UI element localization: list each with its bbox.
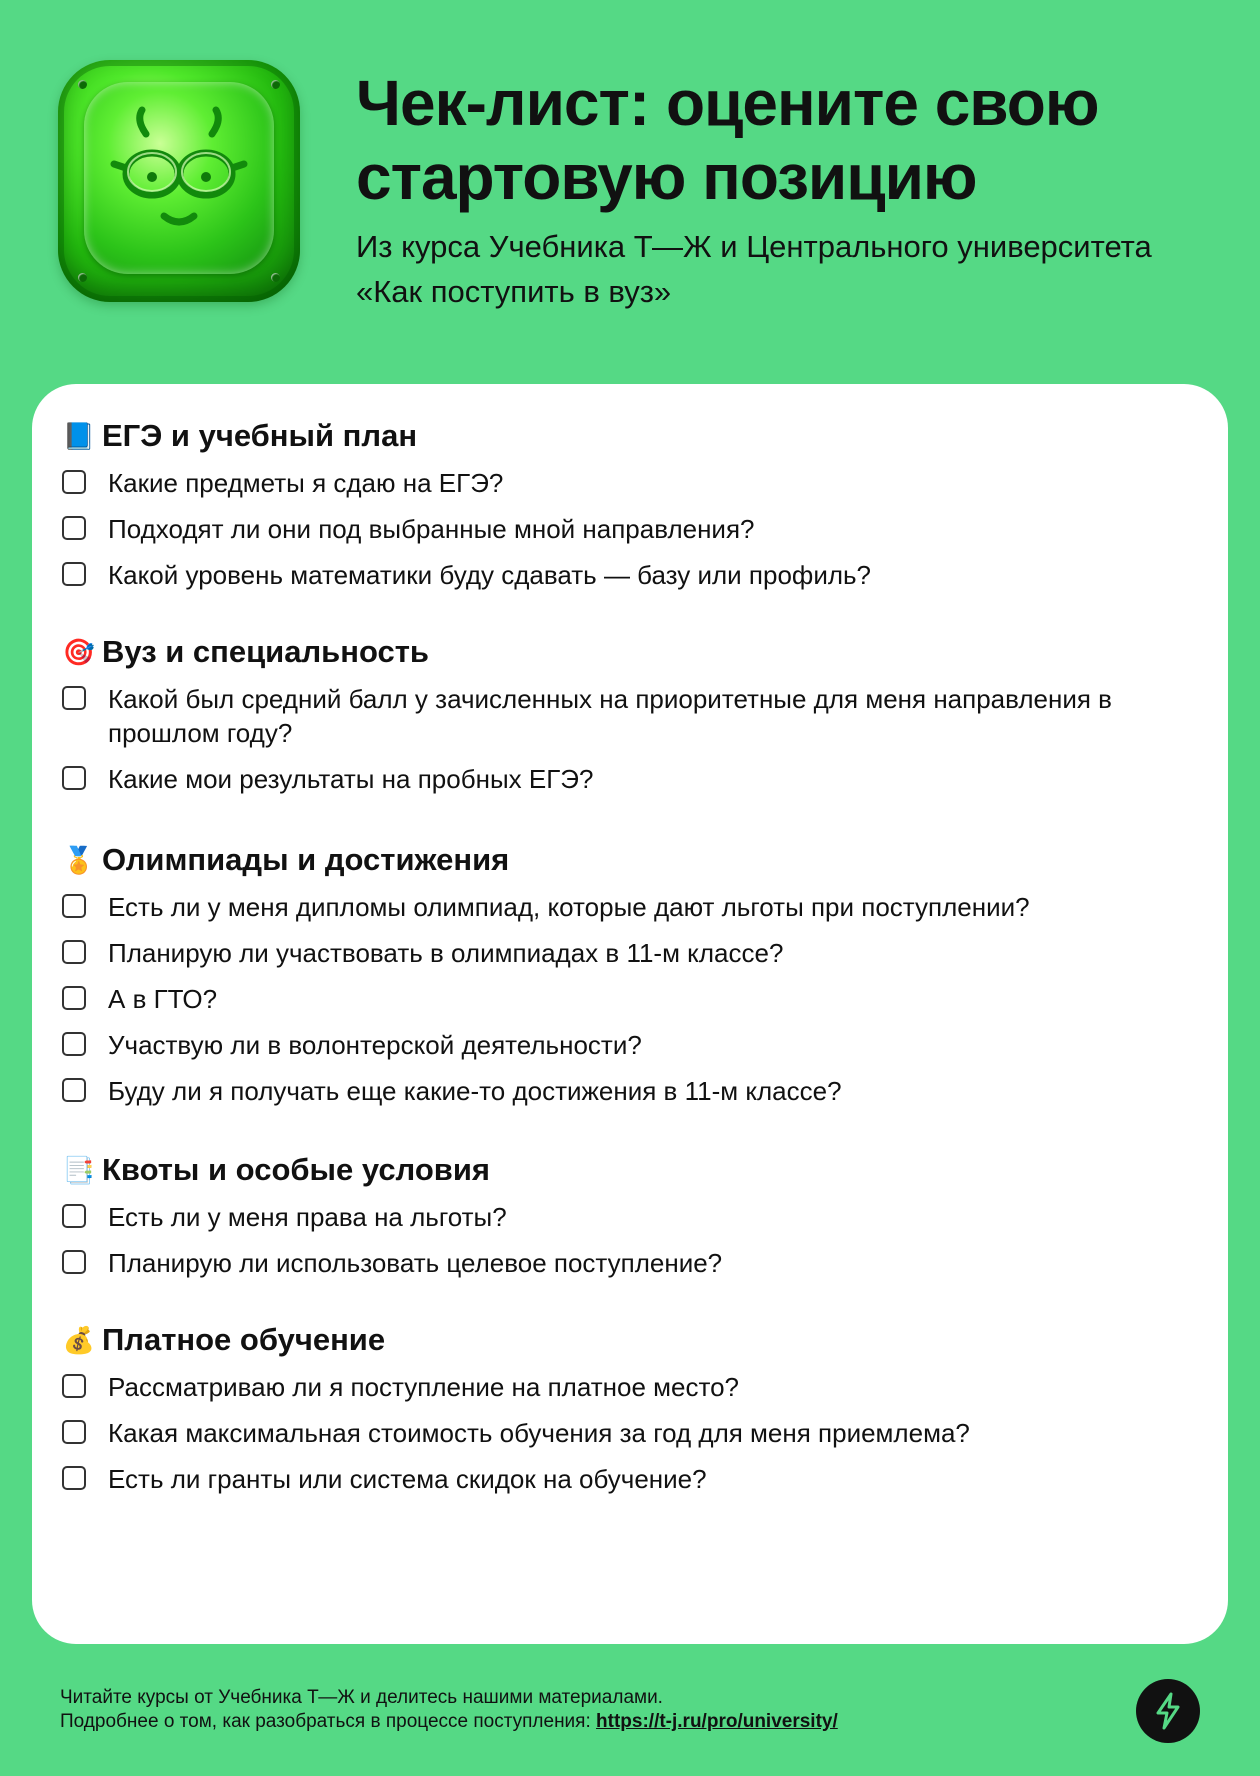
checklist-item [62, 682, 1202, 750]
checkbox[interactable] [62, 686, 86, 710]
checklist-item [62, 1370, 1202, 1404]
checklist-item [62, 1200, 1202, 1234]
screw-icon [271, 273, 280, 282]
section-university [62, 632, 1202, 808]
footer-line2 [60, 1710, 1060, 1734]
checkbox[interactable] [62, 1466, 86, 1490]
lightning-bolt-icon[interactable] [1136, 1679, 1200, 1743]
item-text: Есть ли гранты или система скидок на обучение? [108, 1464, 707, 1494]
checklist-item [62, 1074, 1202, 1108]
footer-line1: Читайте курсы от Учебника Т—Ж и делитесь нашими материалами. [60, 1687, 663, 1708]
page-subtitle: Из курса Учебника Т—Ж и Центрального университета «Как поступить в вуз» [356, 229, 1152, 309]
item-text: Какой уровень математики буду сдавать — базу или профиль? [108, 560, 872, 590]
footer-line2-text: Подробнее о том, как разобраться в процессе поступления: [60, 1711, 597, 1732]
document-icon: 📑 [62, 1155, 96, 1185]
section-paid [62, 1320, 1202, 1508]
checklist-item [62, 1246, 1202, 1280]
checklist-item [62, 982, 1202, 1016]
item-text: Какие предметы я сдаю на ЕГЭ? [108, 468, 504, 498]
checklist-item [62, 512, 1202, 546]
item-text: Планирую ли участвовать в олимпиадах в 11-м классе? [108, 938, 784, 968]
checkbox[interactable] [62, 1420, 86, 1444]
checkbox[interactable] [62, 940, 86, 964]
checkbox[interactable] [62, 1204, 86, 1228]
lightning-bolt-glyph [1153, 1692, 1183, 1730]
checklist-card [32, 384, 1228, 1644]
glasses-face-logo-icon [58, 60, 300, 302]
page-title: Чек-лист: оцените свою стартовую позицию [356, 67, 1099, 213]
section-heading [62, 840, 1202, 880]
section-title: Квоты и особые условия [102, 1152, 490, 1187]
item-text: Рассматриваю ли я поступление на платное место? [108, 1372, 739, 1402]
checkbox[interactable] [62, 516, 86, 540]
checkbox[interactable] [62, 1032, 86, 1056]
checklist-item [62, 762, 1202, 796]
section-heading [62, 1320, 1202, 1360]
screw-icon [78, 273, 87, 282]
university-link[interactable]: https://t-j.ru/pro/university/ [596, 1711, 838, 1732]
item-text: Подходят ли они под выбранные мной направления? [108, 514, 755, 544]
section-title: ЕГЭ и учебный план [102, 418, 418, 453]
item-text: Какая максимальная стоимость обучения за год для меня приемлема? [108, 1418, 970, 1448]
item-text: Есть ли у меня права на льготы? [108, 1202, 507, 1232]
checklist-item [62, 890, 1202, 924]
target-icon: 🎯 [62, 637, 96, 667]
section-heading [62, 632, 1202, 672]
item-text: Планирую ли использовать целевое поступление? [108, 1248, 723, 1278]
section-olympiads [62, 840, 1202, 1120]
section-exam [62, 416, 1202, 604]
item-text: А в ГТО? [108, 984, 218, 1014]
item-text: Есть ли у меня дипломы олимпиад, которые дают льготы при поступлении? [108, 892, 1030, 922]
checkbox[interactable] [62, 1250, 86, 1274]
section-heading [62, 1150, 1202, 1190]
checkbox[interactable] [62, 1078, 86, 1102]
item-text: Буду ли я получать еще какие-то достижения в 11-м классе? [108, 1076, 842, 1106]
medal-icon: 🏅 [62, 845, 96, 875]
footer [60, 1686, 1060, 1734]
checklist-item [62, 1028, 1202, 1062]
item-text: Какой был средний балл у зачисленных на приоритетные для меня направления в прошлом году? [108, 684, 1112, 748]
section-title: Олимпиады и достижения [102, 842, 510, 877]
item-text: Участвую ли в волонтерской деятельности? [108, 1030, 642, 1060]
section-title: Вуз и специальность [102, 634, 429, 669]
checklist-item [62, 466, 1202, 500]
blue-book-icon: 📘 [62, 421, 96, 451]
section-quotas [62, 1150, 1202, 1292]
checkbox[interactable] [62, 1374, 86, 1398]
checkbox[interactable] [62, 766, 86, 790]
checklist-item [62, 1416, 1202, 1450]
checkbox[interactable] [62, 986, 86, 1010]
item-text: Какие мои результаты на пробных ЕГЭ? [108, 764, 594, 794]
money-bag-icon: 💰 [62, 1325, 96, 1355]
checklist-item [62, 558, 1202, 592]
section-title: Платное обучение [102, 1322, 386, 1357]
checkbox[interactable] [62, 894, 86, 918]
section-heading [62, 416, 1202, 456]
checklist-item [62, 1462, 1202, 1496]
glasses-face-icon [84, 82, 274, 274]
logo-face [84, 82, 274, 274]
checklist-item [62, 936, 1202, 970]
checkbox[interactable] [62, 470, 86, 494]
checkbox[interactable] [62, 562, 86, 586]
